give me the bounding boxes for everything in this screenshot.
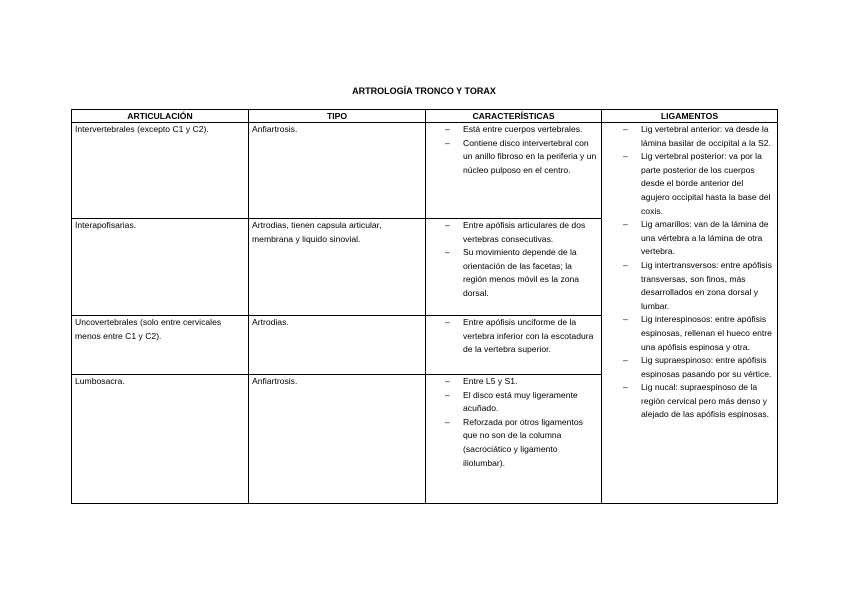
list-item: – Lig vertebral anterior: va desde la lámina basilar de occipital a la S2. [623, 123, 774, 150]
list-item: – Reforzada por otros ligamentos que no son de la columna (sacrociático y ligamento iliolumbar). [445, 416, 598, 470]
cell-articulacion: Interapofisarias. [72, 219, 249, 316]
list-item: – Entre apófisis unciforme de la vertebra inferior con la escotadura de la vertebra superior. [445, 316, 598, 357]
cell-caracteristicas [426, 219, 602, 316]
cell-tipo: Artrodias. [249, 316, 426, 375]
cell-tipo: Anfiartrosis. [249, 375, 426, 504]
header-ligamentos: LIGAMENTOS [602, 110, 778, 123]
artrologia-table [71, 109, 778, 504]
cell-caracteristicas [426, 316, 602, 375]
page-title: ARTROLOGÍA TRONCO Y TORAX [352, 86, 496, 96]
caracteristicas-list [429, 316, 598, 357]
list-item: – Entre apófisis articulares de dos vertebras consecutivas. [445, 219, 598, 246]
caracteristicas-list [429, 123, 598, 177]
cell-caracteristicas [426, 123, 602, 219]
list-item: – Su movimiento depende de la orientación de las facetas; la región menos móvil es la zona dorsal. [445, 246, 598, 300]
list-item: – El disco está muy ligeramente acuñado. [445, 389, 598, 416]
cell-caracteristicas [426, 375, 602, 504]
list-item: – Contiene disco intervertebral con un anillo fibroso en la periferia y un núcleo pulposo en el centro. [445, 137, 598, 178]
list-item: – Lig intertransversos: entre apófisis transversas, son finos, más desarrollados en zona dorsal y lumbar. [623, 259, 774, 313]
list-item: – Lig supraespinoso: entre apófisis espinosas pasando por su vértice. [623, 354, 774, 381]
list-item: – Entre L5 y S1. [445, 375, 598, 389]
header-caracteristicas: CARACTERÍSTICAS [426, 110, 602, 123]
table-header-row [72, 110, 778, 123]
list-item: – Está entre cuerpos vertebrales. [445, 123, 598, 137]
cell-ligamentos [602, 123, 778, 504]
list-item: – Lig interespinosos: entre apófisis espinosas, rellenan el hueco entre una apófisis espinosa y otra. [623, 313, 774, 354]
list-item: – Lig amarillos: van de la lámina de una vértebra a la lámina de otra vertebra. [623, 218, 774, 259]
ligamentos-list [605, 123, 774, 422]
caracteristicas-list [429, 219, 598, 301]
cell-tipo: Artrodias, tienen capsula articular, membrana y liquido sinovial. [249, 219, 426, 316]
header-tipo: TIPO [249, 110, 426, 123]
header-articulacion: ARTICULACIÓN [72, 110, 249, 123]
cell-tipo: Anfiartrosis. [249, 123, 426, 219]
list-item: – Lig nucal: supraespinoso de la región cervical pero más denso y alejado de las apófisis espinosas. [623, 381, 774, 422]
table-row [72, 123, 778, 219]
list-item: – Lig vertebral posterior: va por la parte posterior de los cuerpos desde el borde anterior del agujero occipital hasta la base del coxis. [623, 150, 774, 218]
cell-articulacion: Uncovertebrales (solo entre cervicales menos entre C1 y C2). [72, 316, 249, 375]
cell-articulacion: Lumbosacra. [72, 375, 249, 504]
caracteristicas-list [429, 375, 598, 470]
cell-articulacion: Intervertebrales (excepto C1 y C2). [72, 123, 249, 219]
